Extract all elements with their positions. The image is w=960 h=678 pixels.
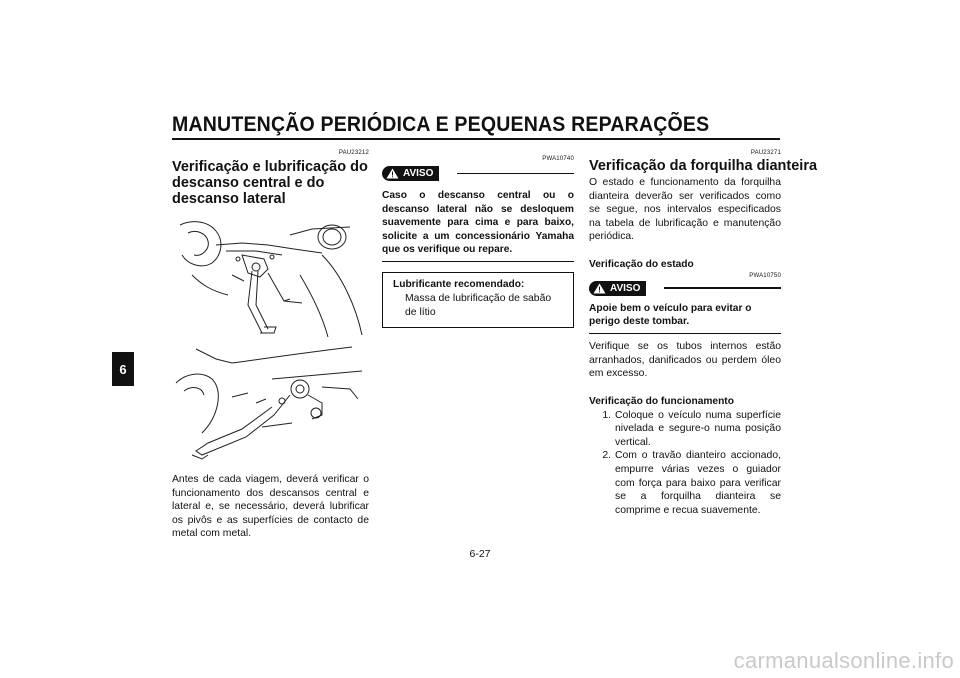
middle-column [382,156,574,328]
warning-badge [382,166,439,181]
warning-triangle-icon [593,283,606,294]
operation-check-heading: Verificação do funcionamento [589,396,734,408]
stand-body-text: Antes de cada viagem, deverá verificar o funcionamento dos descansos central e lateral e, se necessário, deverá lubrificar os pivôs e as superfícies de contacto de metal com metal. [172,474,369,540]
stand-warning-header [382,166,574,181]
warning-triangle-icon [386,168,399,179]
lubricant-value: Massa de lubrificação de sabão de lítio [405,293,552,318]
warning-label: AVISO [403,168,434,179]
list-item-number: 1. [602,409,611,421]
centerstand-illustration [172,215,369,337]
chapter-tab: 6 [112,352,134,386]
lubricant-title: Lubrificante recomendado: [393,279,525,291]
warning-rule [457,173,574,175]
fork-warning-rule [664,287,781,289]
fork-steps-list [589,409,781,518]
list-item-number: 2. [602,450,611,462]
list-item [589,449,781,517]
fork-warning-text: Apoie bem o veículo para evitar o perigo deste tombar. [589,302,752,328]
title-rule [172,138,780,140]
left-column [172,150,369,541]
page-title: MANUTENÇÃO PERIÓDICA E PEQUENAS REPARAÇÕES [172,113,710,136]
sidestand-illustration [172,343,369,461]
stand-section-heading: Verificação e lubrificação do descanso central e do descanso lateral [172,159,368,207]
fork-warning-end-rule [589,333,781,335]
watermark: carmanualsonline.info [733,648,954,673]
warning-end-rule [382,261,574,263]
stand-warning-text: Caso o descanso central ou o descanso lateral não se desloquem suavemente para cima e para baixo, solicite a um concessionário Yamaha que os verifique ou repare. [382,190,574,256]
middle-ref-code: PWA10740 [542,156,574,162]
fork-warning-header [589,281,781,296]
right-column [589,150,818,517]
page-number: 6-27 [469,548,491,560]
fork-warning-badge [589,281,646,296]
list-item [589,409,781,450]
fork-section-heading: Verificação da forquilha dianteira [589,158,818,174]
right-ref-code: PAU23271 [750,150,781,156]
right-warning-ref-code: PWA10750 [749,272,781,279]
fork-check-text: Verifique se os tubos internos estão arranhados, danificados ou perdem óleo em excesso. [589,341,781,380]
fork-warning-label: AVISO [610,282,641,294]
list-item-text: Coloque o veículo numa superfície nivelada e segure-o numa posição vertical. [615,409,781,448]
lubricant-box [382,272,574,328]
list-item-text: Com o travão dianteiro accionado, empurre várias vezes o guiador com força para baixo para verificar se a forquilha dianteira se comprime e recua suavemente. [615,450,781,516]
condition-check-heading: Verificação do estado [589,258,694,270]
fork-intro-text: O estado e funcionamento da forquilha dianteira deverão ser verificados como se segue, nos intervalos especificados na tabela de lubrificação e manutenção periódica. [589,177,781,243]
left-ref-code: PAU23212 [338,150,369,156]
